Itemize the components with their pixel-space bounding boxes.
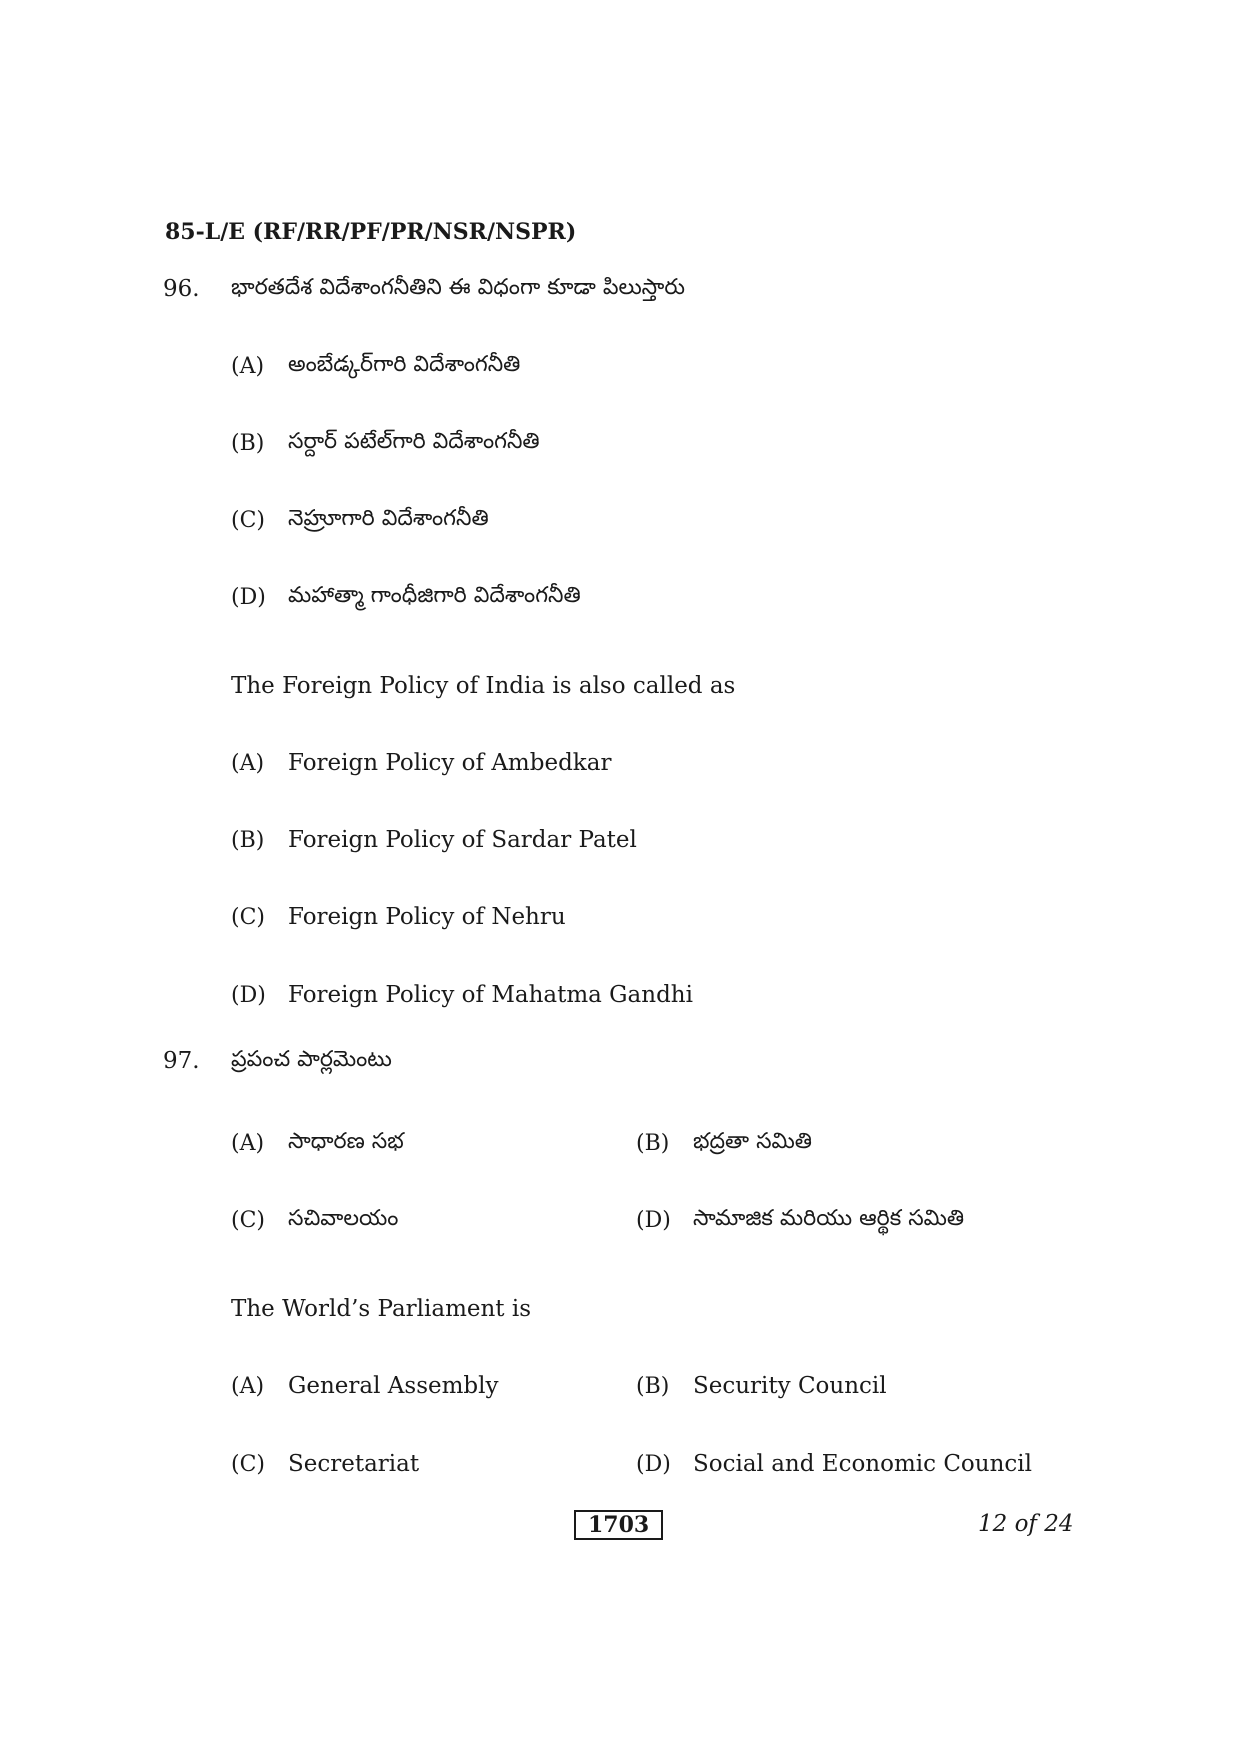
q96-te-option-c-label: (C) [231, 508, 265, 533]
q96-en-option-a: Foreign Policy of Ambedkar [288, 750, 612, 776]
page-number: 12 of 24 [978, 1511, 1074, 1537]
question-97-number: 97. [163, 1048, 200, 1074]
question-97-telugu: ప్రపంచ పార్లమెంటు [231, 1047, 392, 1072]
q96-en-option-a-label: (A) [231, 751, 265, 776]
q97-te-option-a-label: (A) [231, 1131, 265, 1156]
q96-te-option-d-label: (D) [231, 585, 266, 610]
q96-te-option-a-label: (A) [231, 354, 265, 379]
q97-en-option-a: General Assembly [288, 1373, 499, 1399]
question-96-telugu: భారతదేశ విదేశాంగనీతిని ఈ విధంగా కూడా పిలుస్తారు [231, 275, 686, 300]
q97-te-option-b: భద్రతా సమితి [693, 1129, 812, 1154]
q97-te-option-d: సామాజిక మరియు ఆర్థిక సమితి [693, 1206, 965, 1231]
paper-code-header: 85-L/E (RF/RR/PF/PR/NSR/NSPR) [165, 219, 577, 245]
q96-en-option-d: Foreign Policy of Mahatma Gandhi [288, 982, 693, 1008]
q97-en-option-d: Social and Economic Council [693, 1451, 1032, 1477]
booklet-code-box: 1703 [574, 1510, 663, 1540]
question-97-english: The World’s Parliament is [231, 1296, 532, 1322]
q96-te-option-c: నెహ్రూగారి విదేశాంగనీతి [288, 506, 489, 531]
q96-te-option-d: మహాత్మా గాంధీజిగారి విదేశాంగనీతి [288, 583, 581, 608]
q96-te-option-b: సర్దార్ పటేల్‌గారి విదేశాంగనీతి [288, 429, 540, 454]
q96-en-option-c: Foreign Policy of Nehru [288, 904, 566, 930]
q97-te-option-c-label: (C) [231, 1208, 265, 1233]
question-96-number: 96. [163, 276, 200, 302]
q97-en-option-a-label: (A) [231, 1374, 265, 1399]
q96-te-option-a: అంబేడ్కర్‌గారి విదేశాంగనీతి [288, 352, 521, 377]
q96-en-option-b: Foreign Policy of Sardar Patel [288, 827, 637, 853]
q97-te-option-d-label: (D) [636, 1208, 671, 1233]
q97-te-option-a: సాధారణ సభ [288, 1129, 404, 1154]
q96-en-option-b-label: (B) [231, 828, 265, 853]
q97-en-option-c: Secretariat [288, 1451, 420, 1477]
q97-en-option-b: Security Council [693, 1373, 887, 1399]
q97-en-option-d-label: (D) [636, 1452, 671, 1477]
q96-en-option-d-label: (D) [231, 983, 266, 1008]
q96-te-option-b-label: (B) [231, 431, 265, 456]
q97-te-option-b-label: (B) [636, 1131, 670, 1156]
q97-en-option-c-label: (C) [231, 1452, 265, 1477]
question-96-english: The Foreign Policy of India is also called as [231, 673, 736, 699]
q96-en-option-c-label: (C) [231, 905, 265, 930]
q97-en-option-b-label: (B) [636, 1374, 670, 1399]
q97-te-option-c: సచివాలయం [288, 1206, 399, 1231]
